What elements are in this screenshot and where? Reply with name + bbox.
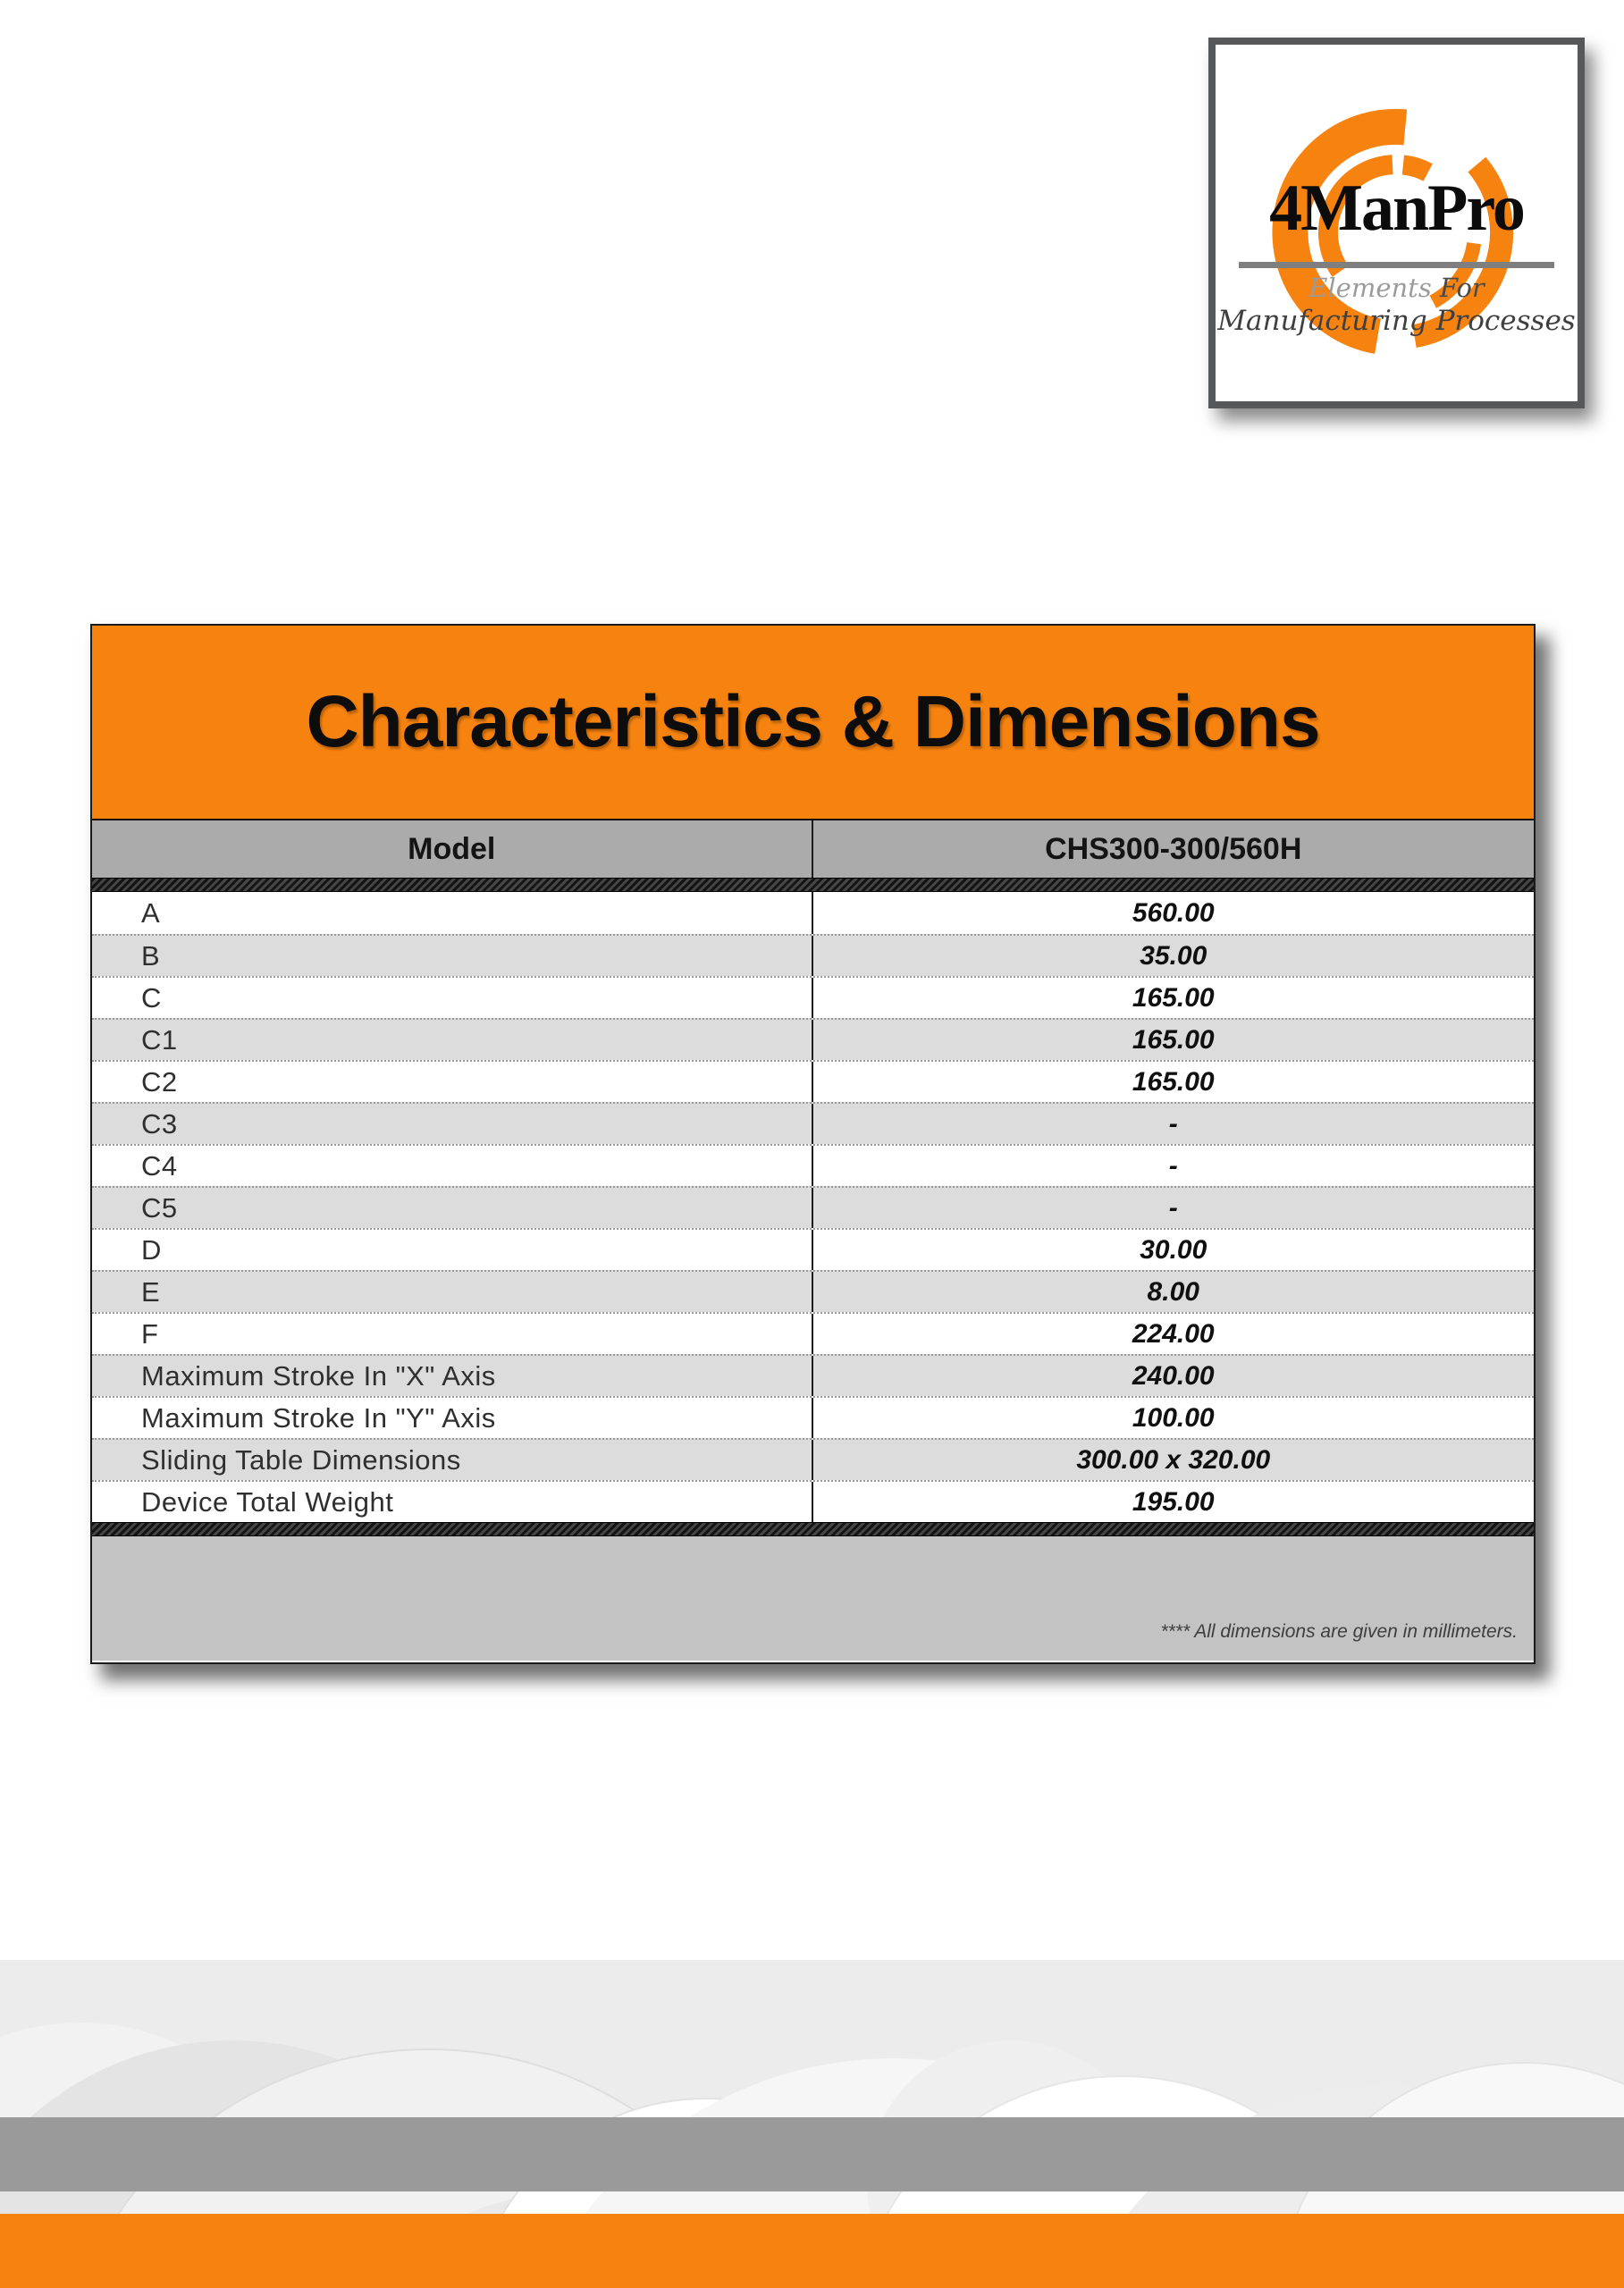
row-label: Sliding Table Dimensions — [92, 1440, 813, 1480]
row-label: C2 — [92, 1062, 813, 1102]
table-row — [92, 1102, 1534, 1144]
row-value: 195.00 — [1132, 1486, 1215, 1517]
table-row — [92, 892, 1534, 934]
brand-divider — [1239, 262, 1554, 268]
row-label: Device Total Weight — [92, 1482, 813, 1522]
spec-rows — [92, 892, 1534, 1522]
row-value: 30.00 — [1140, 1234, 1207, 1265]
row-value: 240.00 — [1132, 1360, 1215, 1391]
model-header-value: CHS300-300/560H — [1045, 831, 1302, 866]
model-header-label: Model — [92, 820, 813, 878]
row-value: - — [1168, 1108, 1178, 1139]
table-row — [92, 1270, 1534, 1312]
row-value: 224.00 — [1132, 1318, 1215, 1349]
title-band — [92, 626, 1534, 820]
row-label: F — [92, 1314, 813, 1354]
row-value: - — [1168, 1150, 1178, 1181]
row-label: C — [92, 978, 813, 1018]
page-title: Characteristics & Dimensions — [306, 681, 1320, 762]
row-value: 300.00 x 320.00 — [1076, 1444, 1271, 1475]
row-label: D — [92, 1230, 813, 1270]
row-value: 8.00 — [1147, 1276, 1199, 1307]
row-label: Maximum Stroke In "Y" Axis — [92, 1398, 813, 1438]
row-value: 560.00 — [1132, 897, 1215, 928]
row-label: C1 — [92, 1020, 813, 1060]
model-header-row — [92, 820, 1534, 878]
row-label: C5 — [92, 1188, 813, 1228]
units-note: **** All dimensions are given in millimeters. — [1160, 1621, 1518, 1642]
table-row — [92, 1438, 1534, 1480]
row-label: C4 — [92, 1146, 813, 1186]
row-value: 165.00 — [1132, 982, 1215, 1013]
table-row — [92, 976, 1534, 1018]
row-value: 165.00 — [1132, 1024, 1215, 1055]
spec-card — [90, 624, 1536, 1664]
table-row — [92, 1354, 1534, 1396]
tagline-word-elements: Elements — [1308, 273, 1432, 303]
brand-name: 4ManPro — [1269, 172, 1524, 245]
hatched-divider-bottom — [92, 1522, 1534, 1536]
footer-gray-band — [0, 2117, 1624, 2191]
brand-tagline-line1 — [1216, 275, 1578, 301]
table-row — [92, 1144, 1534, 1186]
brand-tagline-line2: Manufacturing Processes — [1217, 305, 1576, 337]
table-row — [92, 1312, 1534, 1354]
table-row — [92, 1018, 1534, 1060]
table-row — [92, 1480, 1534, 1522]
row-value: 165.00 — [1132, 1066, 1215, 1097]
row-label: B — [92, 936, 813, 976]
table-row — [92, 1228, 1534, 1270]
row-label: C3 — [92, 1104, 813, 1144]
row-value: 100.00 — [1132, 1402, 1215, 1433]
brand-logo-card — [1208, 38, 1585, 408]
row-value: - — [1168, 1192, 1178, 1223]
table-row — [92, 934, 1534, 976]
tagline-word-for: For — [1439, 273, 1485, 303]
spec-footer — [92, 1536, 1534, 1661]
row-label: Maximum Stroke In "X" Axis — [92, 1356, 813, 1396]
hatched-divider-top — [92, 878, 1534, 892]
footer-orange-band — [0, 2214, 1624, 2288]
row-value: 35.00 — [1140, 940, 1207, 971]
table-row — [92, 1396, 1534, 1438]
table-row — [92, 1186, 1534, 1228]
table-row — [92, 1060, 1534, 1102]
row-label: E — [92, 1272, 813, 1312]
row-label: A — [92, 892, 813, 934]
